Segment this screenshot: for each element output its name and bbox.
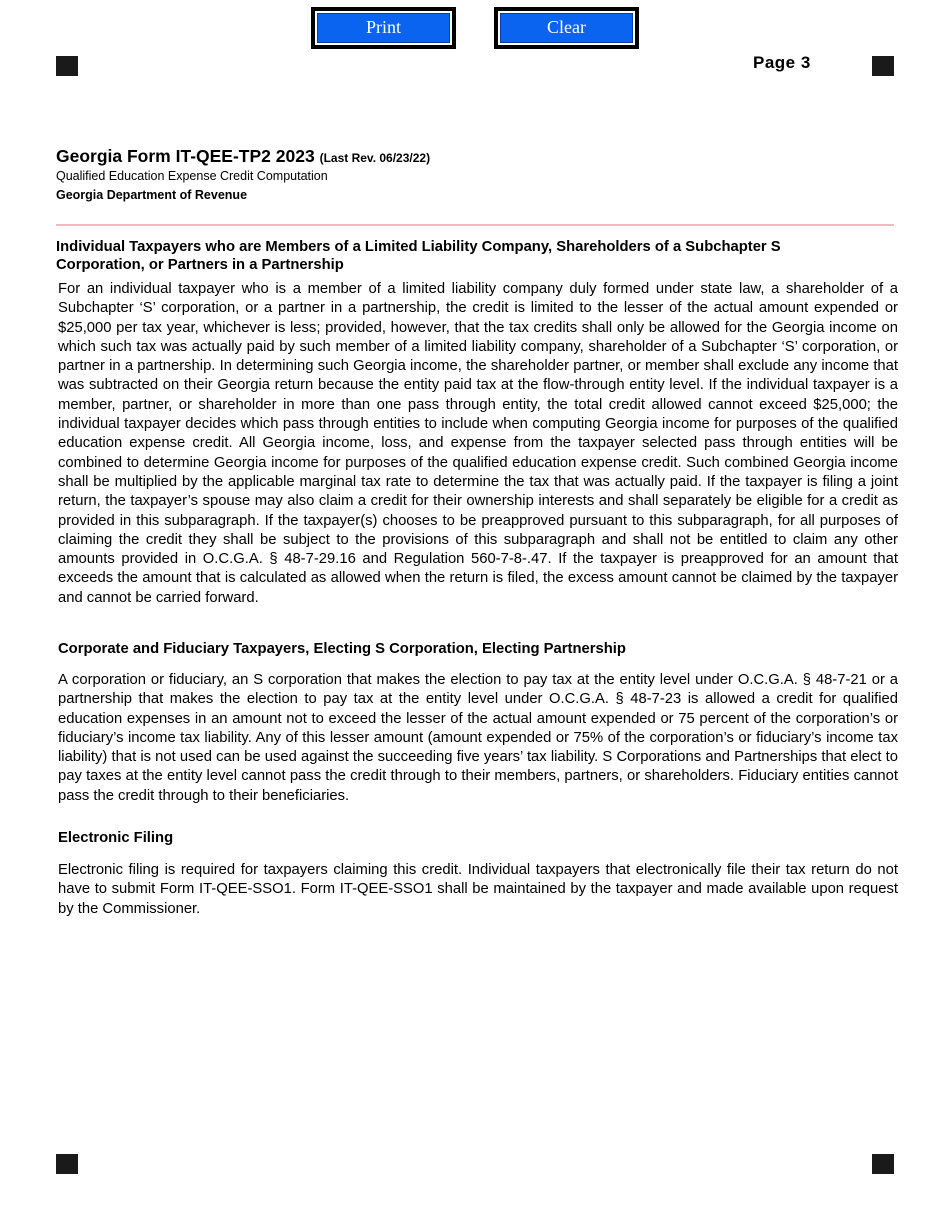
registration-mark-bottom-right [872,1154,894,1174]
form-title [56,146,430,167]
section-body-corporate-fiduciary: A corporation or fiduciary, an S corporation that makes the election to pay tax at the entity level under O.C.G.A. § 48-7-21 or a partnership that makes the election to pay tax at the entity level under O.C.G.A. § 48-7-23 is allowed a credit for qualified education expenses in an amount not to exceed the lesser of the actual amount expended or 75 percent of the corporation’s or fiduciary’s income tax liability. Any of this lesser amount (amount expended or 75% of the corporation’s or fiduciary’s income tax liability) that is not used can be used against the succeeding five years’ tax liability. S Corporations and Partnerships that elect to pay taxes at the entity level cannot pass the credit through to their members, partners, or shareholders. Fiduciary entities cannot pass the credit through to their beneficiaries. [58,672,898,804]
department-name: Georgia Department of Revenue [56,188,248,202]
page-number: Page 3 [753,53,811,72]
section-heading-individual-taxpayers: Individual Taxpayers who are Members of a Limited Liability Company, Shareholders of a Subchapter S Corporation, or Partners in a Partnership [56,239,781,273]
registration-mark-top-right [872,56,894,76]
section-heading-corporate-fiduciary: Corporate and Fiduciary Taxpayers, Electing S Corporation, Electing Partnership [58,641,626,657]
clear-button[interactable] [494,7,639,49]
registration-mark-top-left [56,56,78,76]
form-subtitle: Qualified Education Expense Credit Computation [56,169,328,183]
section-heading-electronic-filing: Electronic Filing [58,830,174,846]
revision-date: (Last Rev. 06/23/22) [319,151,431,165]
registration-mark-bottom-left [56,1154,78,1174]
section-body-electronic-filing: Electronic filing is required for taxpayers claiming this credit. Individual taxpayers that electronically file their tax return do not have to submit Form IT-QEE-SSO1. Form IT-QEE-SSO1 shall be maintained by the taxpayer and made available upon request by the Commissioner. [58,862,898,917]
section-body-individual-taxpayers: For an individual taxpayer who is a member of a limited liability company duly formed under state law, a shareholder of a Subchapter ‘S’ corporation, or a partner in a partnership, the credit is limited to the lesser of the actual amount expended or $25,000 per tax year, whichever is less; provided, however, that the tax credits shall only be allowed for the Georgia income on which such tax was actually paid by such member of a limited liability company, shareholder of a Subchapter ‘S’ corporation, or partner in a partnership. In determining such Georgia income, the shareholder partner, or member shall exclude any income that was subtracted on their Georgia return because the entity paid tax at the flow-through entity level. If the individual taxpayer is a member, partner, or shareholder in more than one pass through entity, the total credit allowed cannot exceed $25,000; the individual taxpayer decides which pass through entities to include when computing Georgia income for purposes of the qualified education expense credit. All Georgia income, loss, and expense from the taxpayer selected pass through entities will be combined to determine Georgia income for purposes of the qualified education expense credit. Such combined Georgia income shall be multiplied by the applicable marginal tax rate to determine the tax that was actually paid. If the taxpayer is filing a joint return, the taxpayer’s spouse may also claim a credit for their ownership interests and shall separately be eligible for a credit as provided in this subparagraph. If the taxpayer(s) chooses to be preapproved pursuant to this subparagraph, for all purposes of claiming the credit they shall be subject to the provisions of this subparagraph and shall not be entitled to claim any other amounts provided in O.C.G.A. § 48-7-29.16 and Regulation 560-7-8-.47. If the taxpayer is preapproved for an amount that exceeds the amount that is calculated as allowed when the return is filed, the excess amount cannot be claimed by the taxpayer and cannot be carried forward. [58,281,898,606]
form-title-text: Georgia Form IT-QEE-TP2 2023 [56,146,315,166]
print-button-label: Print [315,11,452,45]
print-button[interactable] [311,7,456,49]
clear-button-label: Clear [498,11,635,45]
header-divider [56,224,894,226]
